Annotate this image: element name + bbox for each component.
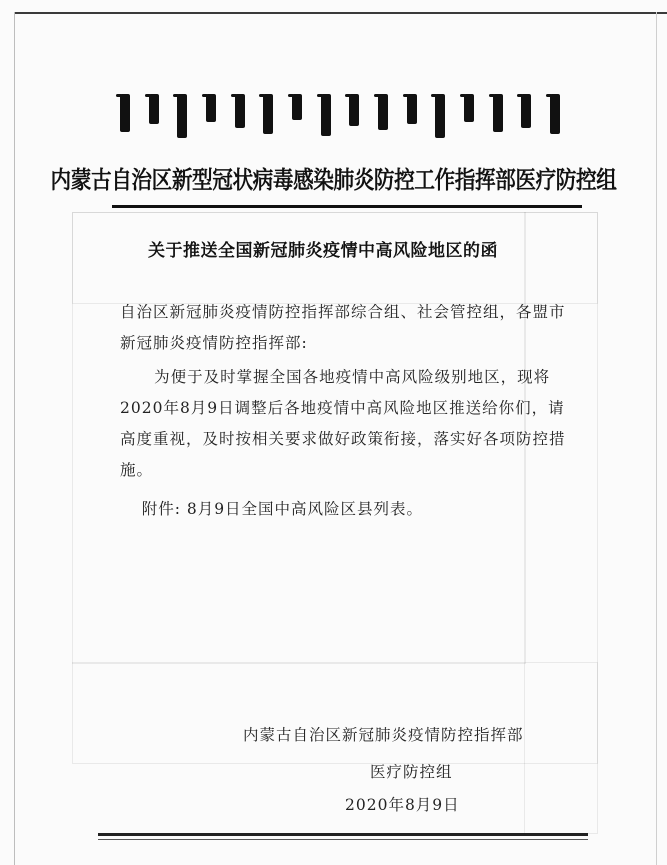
recipient-text: 自治区新冠肺炎疫情防控指挥部综合组、社会管控组，各盟市新冠肺炎疫情防控指挥部: (120, 303, 566, 352)
scan-left-border (14, 12, 15, 865)
footer-rule (98, 833, 588, 836)
scan-top-border (14, 12, 667, 14)
signature-date: 2020年8月9日 (345, 796, 460, 814)
attachment-note: 附件: 8月9日全国中高风险区县列表。 (141, 500, 424, 518)
agency-title: 内蒙古自治区新型冠状病毒感染肺炎防控工作指挥部医疗防控组 (50, 165, 617, 194)
bleed-through-box (72, 662, 598, 764)
footer-rule-thin (98, 839, 588, 840)
mongolian-script-title (120, 94, 560, 142)
header-red-rule (112, 205, 582, 208)
signature-group: 医疗防控组 (370, 763, 453, 781)
signature-issuer: 内蒙古自治区新冠肺炎疫情防控指挥部 (243, 726, 524, 744)
scan-right-border (656, 12, 657, 865)
body-paragraph: 为便于及时掌握全国各地疫情中高风险级别地区，现将2020年8月9日调整后各地疫情中高风险地区推送给你们，请高度重视，及时按相关要求做好政策衔接，落实好各项防控措施。 (120, 368, 566, 479)
document-title: 关于推送全国新冠肺炎疫情中高风险地区的函 (148, 241, 498, 261)
